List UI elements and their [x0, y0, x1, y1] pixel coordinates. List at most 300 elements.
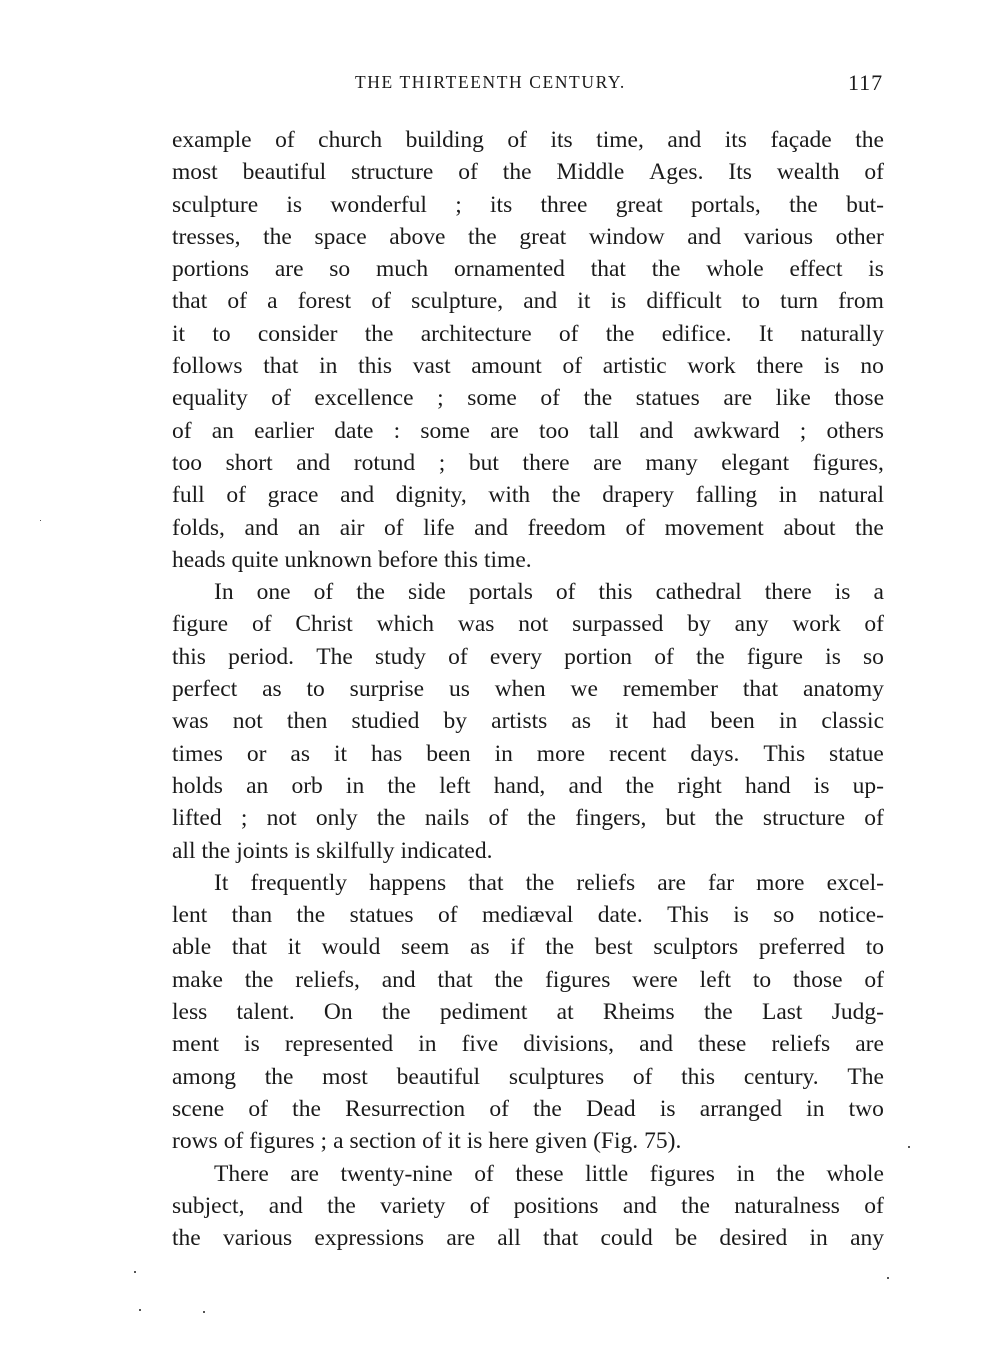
- word: its: [550, 127, 573, 153]
- word: there: [764, 579, 812, 606]
- word: of: [422, 1128, 442, 1155]
- word: turn: [780, 288, 819, 315]
- word: that: [172, 288, 208, 315]
- word: of: [864, 805, 884, 832]
- word: ;: [320, 1128, 328, 1155]
- word: of: [625, 514, 646, 541]
- word: portals: [468, 579, 533, 606]
- text-line: [172, 705, 884, 737]
- word: figures: [649, 1160, 715, 1187]
- word: holds: [172, 772, 223, 799]
- word: given: [534, 1128, 588, 1155]
- word: and: [687, 223, 722, 250]
- word: arranged: [699, 1095, 782, 1122]
- word: there: [756, 353, 804, 380]
- word: the: [264, 1063, 294, 1090]
- text-line: [172, 1222, 884, 1254]
- word: in: [778, 708, 798, 735]
- word: two: [848, 1095, 884, 1122]
- word: this: [358, 353, 393, 380]
- word: mediæval: [481, 902, 574, 929]
- word: life: [423, 514, 455, 541]
- word: right: [677, 772, 722, 799]
- scan-speck: [203, 1311, 205, 1313]
- word: fingers,: [575, 805, 647, 832]
- word: natural: [818, 482, 884, 509]
- word: beautiful: [396, 1063, 481, 1090]
- word: whole: [826, 1160, 884, 1187]
- word: elegant: [721, 449, 790, 476]
- word: are: [593, 449, 622, 476]
- word: awkward: [693, 417, 780, 444]
- text-line: [172, 802, 884, 834]
- text-line: [172, 285, 884, 317]
- word: than: [231, 902, 273, 929]
- word: ;: [455, 191, 462, 218]
- word: quite: [231, 546, 279, 573]
- word: are: [657, 869, 686, 896]
- word: so: [773, 902, 795, 929]
- word: Dead: [586, 1095, 636, 1122]
- word: figure: [172, 611, 229, 638]
- word: to: [306, 676, 325, 703]
- word: wonderful: [330, 191, 427, 218]
- word: is: [868, 256, 884, 283]
- word: this: [444, 546, 478, 573]
- word: sculptures: [508, 1063, 605, 1090]
- word: a: [873, 579, 884, 606]
- word: the: [605, 320, 635, 347]
- word: Ages.: [649, 159, 704, 186]
- word: been: [426, 740, 471, 767]
- word: reliefs: [771, 1031, 831, 1058]
- word: work: [687, 353, 736, 380]
- word: the: [681, 1192, 710, 1219]
- word: indicated.: [400, 837, 493, 864]
- word: sculpture: [172, 191, 259, 218]
- word: to: [752, 966, 772, 993]
- word: naturally: [800, 320, 884, 347]
- text-line: [172, 1190, 884, 1222]
- word: the: [695, 643, 725, 670]
- word: by: [687, 611, 711, 638]
- text-line: [172, 738, 884, 770]
- word: more: [756, 869, 805, 896]
- word: excellence: [314, 385, 414, 412]
- word: about: [783, 514, 836, 541]
- word: and: [622, 1192, 657, 1219]
- word: frequently: [250, 869, 348, 896]
- text-line: [172, 1028, 884, 1060]
- word: pediment: [439, 999, 528, 1026]
- word: the: [855, 127, 884, 153]
- word: full: [172, 482, 205, 509]
- word: but: [468, 449, 499, 476]
- word: the: [525, 869, 555, 896]
- word: classic: [821, 708, 884, 735]
- word: structure: [351, 159, 434, 186]
- word: the: [551, 482, 581, 509]
- word: Resurrection: [345, 1095, 466, 1122]
- word: of: [474, 1160, 494, 1187]
- word: surpassed: [572, 611, 664, 638]
- word: time.: [483, 546, 532, 573]
- word: an: [246, 772, 269, 799]
- word: in: [778, 482, 798, 509]
- word: a: [333, 1128, 344, 1155]
- word: drapery: [602, 482, 675, 509]
- word: of: [864, 1192, 884, 1219]
- word: and: [474, 514, 509, 541]
- word: wealth: [776, 159, 840, 186]
- word: that: [543, 1225, 579, 1252]
- word: of: [458, 159, 478, 186]
- word: best: [594, 934, 633, 961]
- word: was: [457, 611, 495, 638]
- word: these: [515, 1160, 564, 1187]
- word: here: [488, 1128, 529, 1155]
- word: other: [835, 223, 884, 250]
- word: the: [244, 966, 274, 993]
- word: in: [736, 1160, 755, 1187]
- word: short: [225, 449, 273, 476]
- word: side: [408, 579, 446, 606]
- word: or: [246, 740, 267, 767]
- word: is: [834, 579, 851, 606]
- word: is: [824, 353, 840, 380]
- word: the: [468, 223, 497, 250]
- word: date.: [597, 902, 643, 929]
- word: those: [834, 385, 884, 412]
- word: able: [172, 934, 212, 961]
- word: and: [244, 514, 279, 541]
- word: building: [405, 127, 484, 153]
- word: been: [710, 708, 755, 735]
- text-line: [172, 1125, 884, 1157]
- word: is: [813, 772, 830, 799]
- text-line: [172, 156, 884, 188]
- word: ornamented: [453, 256, 565, 283]
- word: we: [570, 676, 598, 703]
- word: most: [172, 159, 218, 186]
- word: when: [494, 676, 546, 703]
- word: This: [667, 902, 709, 929]
- word: work: [792, 611, 841, 638]
- word: talent.: [236, 999, 295, 1026]
- word: among: [172, 1063, 236, 1090]
- text-line: [172, 964, 884, 996]
- word: the: [533, 1095, 562, 1122]
- word: studied: [351, 708, 420, 735]
- word: of: [489, 1095, 509, 1122]
- word: Middle: [556, 159, 625, 186]
- word: in: [494, 740, 513, 767]
- word: vast: [412, 353, 451, 380]
- word: could: [600, 1225, 653, 1252]
- word: and: [667, 127, 702, 153]
- word: effect: [789, 256, 843, 283]
- word: of: [275, 127, 295, 153]
- text-line: [172, 931, 884, 963]
- word: above: [389, 223, 446, 250]
- word: of: [488, 805, 509, 832]
- word: the: [776, 1160, 805, 1187]
- word: would: [321, 934, 381, 961]
- word: three: [540, 191, 588, 218]
- word: that: [231, 934, 268, 961]
- word: but-: [846, 191, 884, 218]
- word: the: [545, 934, 575, 961]
- word: various: [743, 223, 813, 250]
- word: days.: [690, 740, 740, 767]
- word: others: [826, 417, 884, 444]
- word: and: [381, 966, 416, 993]
- word: all: [172, 837, 196, 864]
- word: that: [468, 869, 504, 896]
- word: earlier: [254, 417, 315, 444]
- word: Rheims: [602, 999, 675, 1026]
- word: these: [698, 1031, 747, 1058]
- word: of: [448, 643, 468, 670]
- word: sculptors: [653, 934, 739, 961]
- text-line: [172, 544, 884, 576]
- text-line: [172, 867, 884, 899]
- word: and: [268, 1192, 303, 1219]
- text-line: [172, 221, 884, 253]
- word: figure: [746, 643, 803, 670]
- word: the: [625, 772, 655, 799]
- word: there: [522, 449, 570, 476]
- word: make: [172, 966, 223, 993]
- word: it: [287, 934, 301, 961]
- word: if: [510, 934, 525, 961]
- word: portions: [172, 256, 250, 283]
- word: an: [297, 514, 321, 541]
- word: the: [387, 772, 417, 799]
- word: various: [222, 1225, 293, 1252]
- word: remember: [622, 676, 718, 703]
- word: all: [497, 1225, 521, 1252]
- word: of: [172, 417, 192, 444]
- word: and: [340, 482, 375, 509]
- scan-speck: [887, 1277, 889, 1279]
- word: There: [214, 1160, 269, 1187]
- text-line: [172, 576, 884, 608]
- word: great: [615, 191, 663, 218]
- word: an: [211, 417, 234, 444]
- word: more: [536, 740, 586, 767]
- word: of: [226, 482, 246, 509]
- scan-speck: [134, 1271, 136, 1273]
- word: it: [447, 1128, 461, 1155]
- text-line: [172, 770, 884, 802]
- scan-speck: [40, 520, 41, 521]
- word: of: [227, 288, 247, 315]
- word: is: [825, 643, 841, 670]
- text-line: [172, 996, 884, 1028]
- word: of: [540, 385, 560, 412]
- word: less: [172, 999, 208, 1026]
- word: most: [322, 1063, 368, 1090]
- word: and: [568, 772, 603, 799]
- word: period.: [228, 643, 295, 670]
- word: Last: [761, 999, 803, 1026]
- word: as: [470, 934, 490, 961]
- word: edifice.: [661, 320, 732, 347]
- text-line: [172, 899, 884, 931]
- word: ment: [172, 1031, 219, 1058]
- word: happens: [369, 869, 447, 896]
- word: equality: [172, 385, 248, 412]
- word: notice-: [818, 902, 884, 929]
- word: little: [585, 1160, 629, 1187]
- word: church: [318, 127, 383, 153]
- word: the: [651, 256, 681, 283]
- word: and: [639, 1031, 673, 1058]
- word: the: [502, 159, 532, 186]
- word: :: [393, 417, 401, 444]
- word: of: [248, 1095, 268, 1122]
- word: that: [263, 353, 299, 380]
- word: and: [296, 449, 331, 476]
- word: represented: [284, 1031, 394, 1058]
- word: of: [437, 902, 458, 929]
- word: this: [598, 579, 633, 606]
- word: the: [376, 805, 406, 832]
- word: the: [583, 385, 613, 412]
- word: the: [714, 805, 744, 832]
- word: is: [244, 1031, 260, 1058]
- word: every: [489, 643, 542, 670]
- word: subject,: [172, 1192, 245, 1219]
- word: be: [674, 1225, 698, 1252]
- word: tall: [589, 417, 620, 444]
- text-line: [172, 350, 884, 382]
- word: This: [763, 740, 806, 767]
- word: left: [699, 966, 731, 993]
- word: Its: [728, 159, 752, 186]
- word: the: [263, 223, 292, 250]
- word: joints: [236, 837, 289, 864]
- word: the: [381, 999, 411, 1026]
- word: not: [232, 708, 263, 735]
- word: ;: [438, 449, 446, 476]
- word: ;: [799, 417, 807, 444]
- word: the: [201, 837, 231, 864]
- word: century.: [743, 1063, 819, 1090]
- word: divisions,: [523, 1031, 614, 1058]
- word: figures: [545, 966, 611, 993]
- word: those: [792, 966, 843, 993]
- text-line: [172, 1158, 884, 1190]
- word: like: [775, 385, 811, 412]
- word: but: [665, 805, 696, 832]
- text-line: [172, 835, 884, 867]
- word: too: [538, 417, 569, 444]
- word: dignity,: [395, 482, 467, 509]
- word: has: [370, 740, 403, 767]
- word: that: [742, 676, 779, 703]
- word: in: [319, 353, 338, 380]
- word: expressions: [314, 1225, 425, 1252]
- word: this: [681, 1063, 716, 1090]
- running-head-title: THE THIRTEENTH CENTURY.: [355, 72, 626, 92]
- word: times: [172, 740, 223, 767]
- word: its: [724, 127, 747, 153]
- word: that: [437, 966, 473, 993]
- text-line: [172, 608, 884, 640]
- word: is: [733, 902, 749, 929]
- word: no: [860, 353, 884, 380]
- word: are: [490, 417, 519, 444]
- word: time,: [596, 127, 644, 153]
- word: statues: [635, 385, 700, 412]
- word: of: [558, 320, 579, 347]
- word: as: [262, 676, 282, 703]
- text-line: [172, 189, 884, 221]
- word: grace: [267, 482, 319, 509]
- word: left: [439, 772, 471, 799]
- word: On: [323, 999, 353, 1026]
- word: desired: [719, 1225, 788, 1252]
- word: one: [256, 579, 291, 606]
- word: surprise: [349, 676, 425, 703]
- word: it: [333, 740, 347, 767]
- word: its: [490, 191, 513, 218]
- word: air: [339, 514, 365, 541]
- word: structure: [762, 805, 846, 832]
- text-line: [172, 415, 884, 447]
- word: section: [349, 1128, 417, 1155]
- text-line: [172, 253, 884, 285]
- text-line: [172, 447, 884, 479]
- word: it: [577, 288, 591, 315]
- text-line: [172, 479, 884, 511]
- word: the: [364, 320, 394, 347]
- word: difficult: [646, 288, 722, 315]
- word: in: [809, 1225, 828, 1252]
- word: architecture: [420, 320, 532, 347]
- word: space: [314, 223, 367, 250]
- word: so: [329, 256, 351, 283]
- word: reliefs: [576, 869, 636, 896]
- word: portals,: [690, 191, 761, 218]
- word: before: [378, 546, 439, 573]
- word: artistic: [602, 353, 667, 380]
- word: the: [327, 1192, 356, 1219]
- word: and: [639, 417, 674, 444]
- word: In: [214, 579, 234, 606]
- word: beautiful: [242, 159, 327, 186]
- word: cathedral: [655, 579, 742, 606]
- word: not: [518, 611, 549, 638]
- word: scene: [172, 1095, 225, 1122]
- word: tresses,: [172, 223, 241, 250]
- word: date: [334, 417, 374, 444]
- word: statues: [349, 902, 414, 929]
- word: façade: [770, 127, 832, 153]
- word: too: [172, 449, 203, 476]
- word: ;: [437, 385, 444, 412]
- word: rows: [172, 1128, 218, 1155]
- word: not: [266, 805, 297, 832]
- word: of: [271, 385, 291, 412]
- word: hand,: [493, 772, 546, 799]
- word: consider: [257, 320, 338, 347]
- word: ;: [240, 805, 248, 832]
- word: with: [488, 482, 531, 509]
- word: sculpture,: [411, 288, 504, 315]
